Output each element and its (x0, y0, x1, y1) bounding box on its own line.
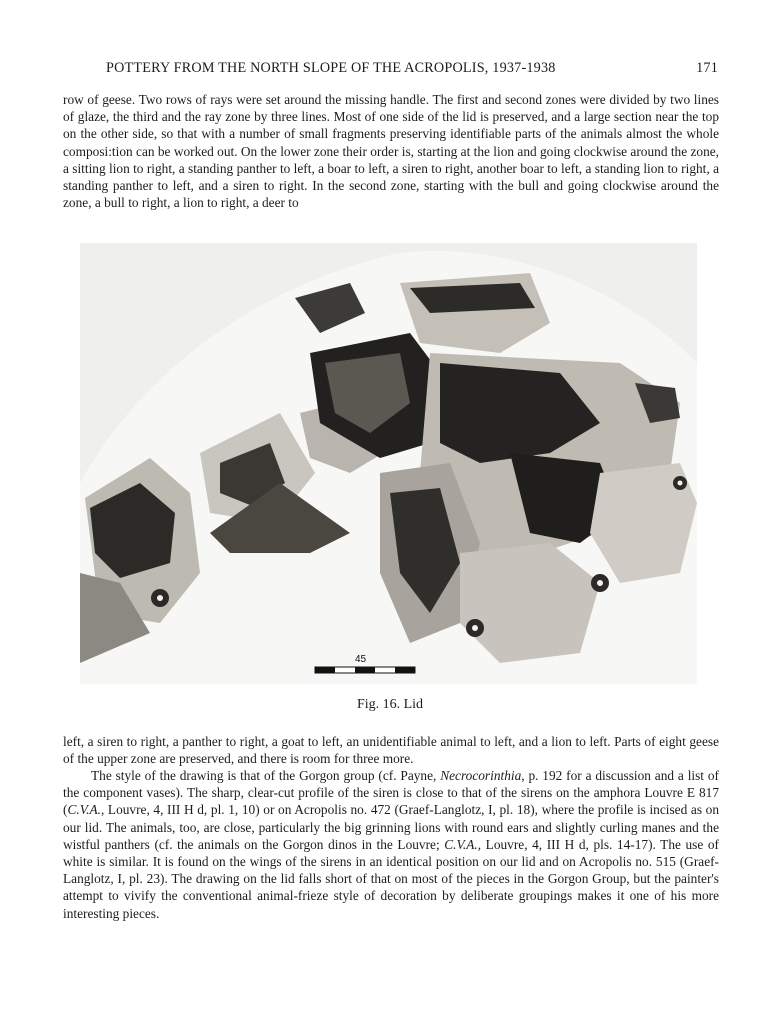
lid-fragments-drawing (80, 243, 697, 684)
page-number: 171 (696, 60, 718, 76)
citation-italic: Necrocorinthia (440, 768, 522, 783)
scale-label: 45 (355, 654, 367, 665)
paragraph-3 (63, 767, 719, 922)
paragraph-3-text: , Louvre, 4, III H d, pl. 1, 10) or on Acropolis no. 472 (Graef-Langlotz, I, pl. 18), where the profile is incised as on our lid. The animals, too, are close, particularly the big grinning lions with round ears and slightly curling manes and the wistful panthers (cf. the animals on the Gorgon dinos in the Louvre; (63, 802, 719, 852)
paragraph-3-text: The style of the drawing is that of the Gorgon group (cf. Payne, (91, 768, 441, 783)
paragraph-3-text: , Louvre, 4, III H d, pls. 14-17). The use of white is similar. It is found on the wings of the sirens in an identical position on our lid and on Acropolis no. 515 (Graef-Langlotz, I, pl. 23). The drawing on the lid falls short of that on most of the pieces in the Gorgon Group, but the painter's attempt to vivify the conventional animal-frieze style of decoration by deliberate groupings makes it one of his more interesting pieces. (63, 836, 720, 921)
lid-photograph (80, 243, 697, 684)
paragraph-2: left, a siren to right, a panther to right, a goat to left, an unidentifiable animal to left, and a lion to left. Parts of eight geese of the upper zone are preserved, and there is room for three more. (63, 734, 719, 767)
running-header (106, 60, 718, 77)
paragraph-1: row of geese. Two rows of rays were set around the missing handle. The first and second zones were divided by two lines of glaze, the third and the ray zone by three lines. Most of one side of the lid is preserved, and a large section near the top on the other side, so that with a number of small fragments preserving identifiable parts of the animals almost the whole composi:tion can be worked out. On the lower zone their order is, starting at the lion and going clockwise around the zone, a sitting lion to right, a standing panther to left, a boar to left, a siren to right, another boar to left, a standing lion to right, a standing panther to left, and a siren to right. In the second zone, starting with the bull and going clockwise around the zone, a bull to right, a lion to right, a deer to (63, 92, 719, 211)
citation-italic: C.V.A. (444, 836, 478, 852)
figure-caption: Fig. 16. Lid (356, 697, 424, 712)
citation-italic: C.V.A. (67, 802, 101, 818)
paragraph-3-text: , p. 192 for a discussion and a list of the component vases). The sharp, clear-cut profile of the siren is close to that of the sirens on the amphora Louvre E 817 ( (63, 768, 719, 818)
running-title: POTTERY FROM THE NORTH SLOPE OF THE ACROPOLIS, 1937-1938 (106, 60, 556, 76)
